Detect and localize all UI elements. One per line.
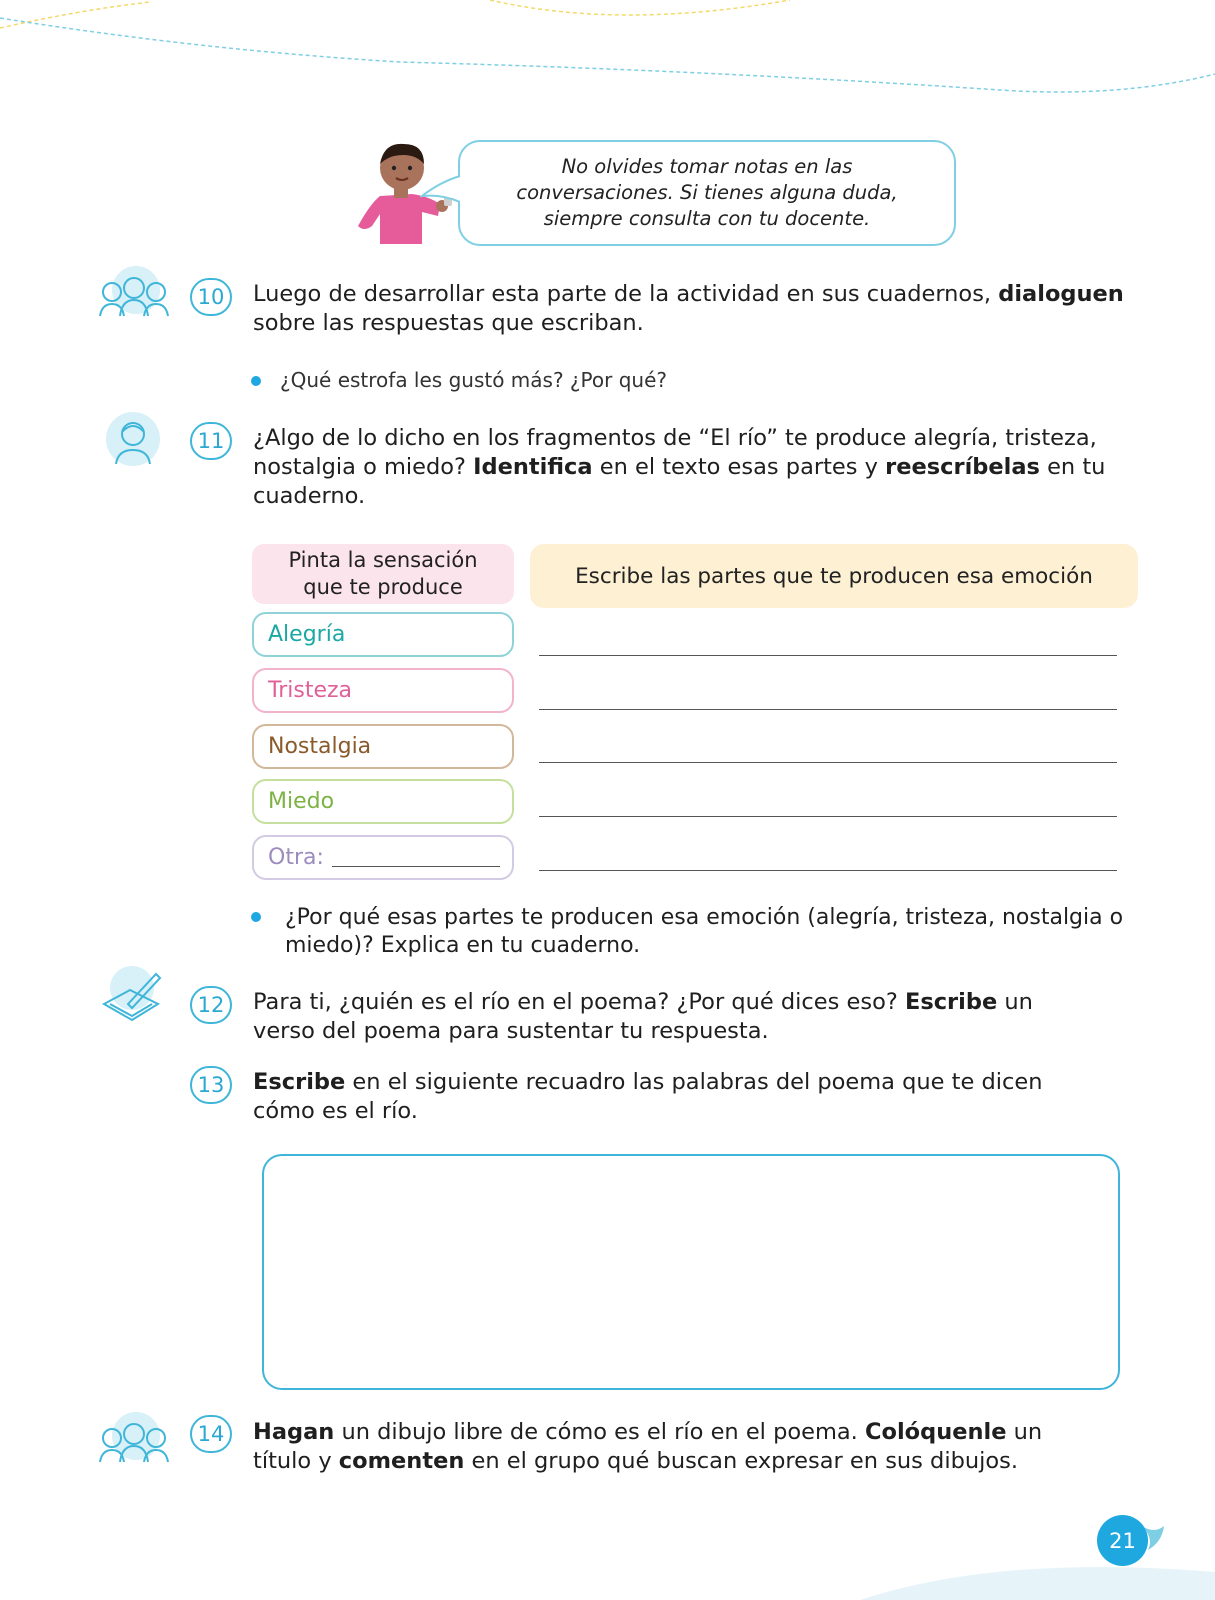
bullet-dot	[251, 912, 261, 922]
page-number: 21	[1097, 1515, 1148, 1566]
writing-column-header: Escribe las partes que te producen esa emoción	[530, 544, 1138, 608]
emotion-miedo[interactable]: Miedo	[252, 779, 514, 824]
emotion-tristeza[interactable]: Tristeza	[252, 668, 514, 713]
question-10-text: Luego de desarrollar esta parte de la actividad en sus cuadernos, dialoguen sobre las respuestas que escriban.	[253, 281, 1124, 336]
tip-line-1: No olvides tomar notas en las	[561, 155, 853, 178]
feeling-column-header: Pinta la sensación que te produce	[252, 544, 514, 604]
question-10-bullet: ¿Qué estrofa les gustó más? ¿Por qué?	[280, 368, 668, 392]
answer-line-5[interactable]	[539, 870, 1117, 871]
answer-line-4[interactable]	[539, 816, 1117, 817]
question-number-12: 12	[190, 986, 232, 1024]
answer-line-2[interactable]	[539, 709, 1117, 710]
bubble-tail	[420, 172, 462, 212]
answer-line-3[interactable]	[539, 762, 1117, 763]
question-number-11: 11	[190, 422, 232, 460]
question-11-text: ¿Algo de lo dicho en los fragmentos de “El río” te produce alegría, tristeza, nostalgia o miedo? Identifica en el texto esas partes y reescríbelas en tu cuaderno.	[253, 425, 1106, 509]
emotion-alegria[interactable]: Alegría	[252, 612, 514, 657]
individual-student-icon	[104, 410, 162, 468]
answer-line-1[interactable]	[539, 655, 1117, 656]
answer-box-q13[interactable]	[262, 1154, 1120, 1390]
tip-speech-bubble	[458, 140, 956, 246]
emotion-otra[interactable]: Otra:	[252, 835, 514, 880]
tip-line-3: siempre consulta con tu docente.	[543, 207, 871, 230]
bullet-dot	[251, 376, 261, 386]
question-13-text: Escribe en el siguiente recuadro las palabras del poema que te dicen cómo es el río.	[253, 1069, 1043, 1124]
tip-line-2: conversaciones. Si tienes alguna duda,	[516, 181, 898, 204]
otra-write-line[interactable]	[332, 848, 500, 867]
group-of-students-icon	[94, 1410, 174, 1468]
top-decoration	[0, 0, 1215, 110]
question-number-13: 13	[190, 1066, 232, 1104]
question-number-14: 14	[190, 1415, 232, 1453]
question-12-text: Para ti, ¿quién es el río en el poema? ¿Por qué dices eso? Escribe un verso del poema para sustentar tu respuesta.	[253, 989, 1033, 1044]
writing-notebook-icon	[98, 964, 164, 1026]
bottom-wave-decoration	[860, 1560, 1215, 1600]
emotion-nostalgia[interactable]: Nostalgia	[252, 724, 514, 769]
question-number-10: 10	[190, 278, 232, 316]
question-11-bullet: ¿Por qué esas partes te producen esa emoción (alegría, tristeza, nostalgia o miedo)? Explica en tu cuaderno.	[285, 905, 1124, 958]
group-of-students-icon	[94, 264, 174, 322]
question-14-text: Hagan un dibujo libre de cómo es el río en el poema. Colóquenle un título y comenten en el grupo qué buscan expresar en sus dibujos.	[253, 1419, 1043, 1474]
